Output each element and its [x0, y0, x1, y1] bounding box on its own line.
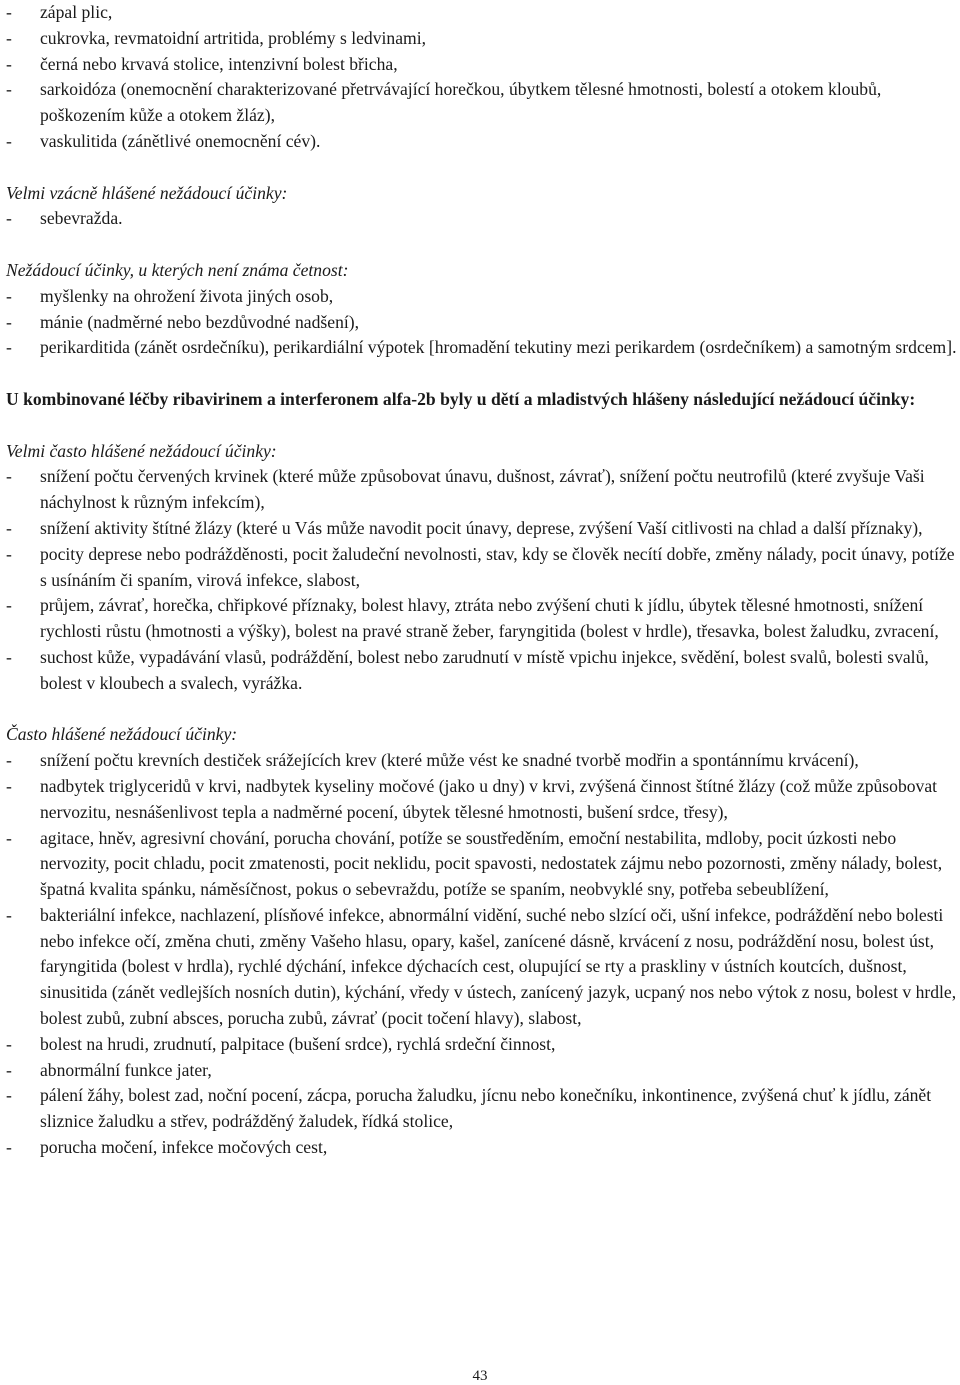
list-item: [6, 1032, 958, 1058]
list-dash: -: [6, 646, 12, 667]
subheading-unknown-frequency: Nežádoucí účinky, u kterých není známa četnost:: [6, 259, 349, 280]
list-item: [6, 774, 958, 826]
list-dash: -: [6, 1059, 12, 1080]
list-item: [6, 1083, 958, 1135]
subheading-very-rare: Velmi vzácně hlášené nežádoucí účinky:: [6, 182, 288, 203]
subheading-common: Často hlášené nežádoucí účinky:: [6, 724, 238, 745]
list-item: [6, 1058, 958, 1084]
list-item-text: agitace, hněv, agresivní chování, porucha chování, potíže se soustředěním, emoční nestabilita, mdloby, pocit úzkosti nebo nervozity, pocit chladu, pocit zmatenosti, pocit neklidu, pocit spavosti, nedostatek zájmu nebo pozornosti, změny nálady, bolest, špatná kvalita spánku, náměsíčnost, pokus o sebevraždu, potíže se spaním, neobvyklé sny, potřeba sebeublížení,: [40, 827, 943, 900]
list-item: [6, 645, 958, 697]
spacer: [6, 155, 958, 181]
list-dash: -: [6, 285, 12, 306]
list-dash: -: [6, 517, 12, 538]
list-item: [6, 1135, 958, 1161]
list-dash: -: [6, 53, 12, 74]
list-dash: -: [6, 466, 12, 487]
list-item-text: sarkoidóza (onemocnění charakterizované přetrvávající horečkou, úbytkem tělesné hmotnosti, bolestí a otokem kloubů, poškozením kůže a otokem žláz),: [40, 79, 882, 126]
list-item-text: snížení počtu červených krvinek (které může způsobovat únavu, dušnost, závrať), snížení počtu neutrofilů (které zvyšuje Vaši náchylnost k různým infekcím),: [40, 466, 925, 513]
list-dash: -: [6, 79, 12, 100]
list-item: [6, 26, 958, 52]
list-item: [6, 542, 958, 594]
list-block-5: [6, 748, 958, 1161]
list-item-text: pocity deprese nebo podrážděnosti, pocit žaludeční nevolnosti, stav, kdy se člověk necítí dobře, změny nálady, pocit únavy, potíže s usínáním či spaním, virová infekce, slabost,: [40, 543, 955, 590]
list-item: [6, 206, 958, 232]
list-item: [6, 77, 958, 129]
list-item: [6, 826, 958, 903]
list-dash: -: [6, 904, 12, 925]
list-item-text: perikarditida (zánět osrdečníku), perikardiální výpotek [hromadění tekutiny mezi perikardem (osrdečníkem) a samotným srdcem].: [40, 337, 957, 358]
list-dash: -: [6, 208, 12, 229]
list-dash: -: [6, 1085, 12, 1106]
list-item: [6, 310, 958, 336]
list-dash: -: [6, 750, 12, 771]
list-item-text: porucha močení, infekce močových cest,: [40, 1137, 328, 1158]
list-item-text: mánie (nadměrné nebo bezdůvodné nadšení),: [40, 311, 360, 332]
list-item: [6, 516, 958, 542]
list-item: [6, 52, 958, 78]
list-item-text: černá nebo krvavá stolice, intenzivní bolest břicha,: [40, 53, 398, 74]
list-block-4: [6, 464, 958, 696]
list-item-text: snížení aktivity štítné žlázy (které u Vás může navodit pocit únavy, deprese, zvýšení Vaší citlivosti na chlad a další příznaky),: [40, 517, 923, 538]
list-item-text: sebevražda.: [40, 208, 123, 229]
list-item: [6, 284, 958, 310]
list-dash: -: [6, 1137, 12, 1158]
list-block-1: [6, 0, 958, 155]
list-item: [6, 0, 958, 26]
spacer: [6, 232, 958, 258]
list-dash: -: [6, 337, 12, 358]
list-item-text: zápal plic,: [40, 2, 113, 22]
list-item: [6, 748, 958, 774]
list-dash: -: [6, 595, 12, 616]
list-dash: -: [6, 27, 12, 48]
list-item-text: bakteriální infekce, nachlazení, plísňové infekce, abnormální vidění, suché nebo slzící oči, ušní infekce, podráždění nebo bolesti nebo infekce očí, změna chuti, změny Vašeho hlasu, opary, kašel, zanícené dásně, krvácení z nosu, podráždění nosu, bolest úst, faryngitida (bolest v hrdla), rychlé dýchání, infekce dýchacích cest, olupující se rty a praskliny v ústních koutcích, dušnost, sinusitida (zánět vedlejších nosních dutin), kýchání, vředy v ústech, zanícený jazyk, ucpaný nos nebo výtok z nosu, bolest v hrdle, bolest zubů, zubní absces, porucha zubů, závrať (pocit točení hlavy), slabost,: [40, 904, 957, 1029]
list-dash: -: [6, 827, 12, 848]
list-item-text: abnormální funkce jater,: [40, 1059, 212, 1080]
list-dash: -: [6, 1033, 12, 1054]
spacer: [6, 413, 958, 439]
list-item-text: pálení žáhy, bolest zad, noční pocení, zácpa, porucha žaludku, jícnu nebo konečníku, inkontinence, zvýšená chuť k jídlu, zánět sliznice žaludku a střev, podrážděný žaludek, řídká stolice,: [40, 1085, 932, 1132]
list-item: [6, 129, 958, 155]
list-dash: -: [6, 2, 12, 22]
list-dash: -: [6, 130, 12, 151]
list-item: [6, 903, 958, 1032]
list-block-2: [6, 206, 958, 232]
list-dash: -: [6, 775, 12, 796]
list-item-text: vaskulitida (zánětlivé onemocnění cév).: [40, 130, 321, 151]
list-item-text: myšlenky na ohrožení života jiných osob,: [40, 285, 334, 306]
subheading-very-common: Velmi často hlášené nežádoucí účinky:: [6, 440, 277, 461]
list-item-text: suchost kůže, vypadávání vlasů, podráždění, bolest nebo zarudnutí v místě vpichu injekce, svědění, bolest svalů, bolesti svalů, bolest v kloubech a svalech, vyrážka.: [40, 646, 929, 693]
list-item-text: snížení počtu krevních destiček srážejících krev (které může vést ke snadné tvorbě modřin a spontánnímu krvácení),: [40, 750, 859, 771]
list-item-text: průjem, závrať, horečka, chřipkové příznaky, bolest hlavy, ztráta nebo zvýšení chuti k jídlu, úbytek tělesné hmotnosti, snížení rychlosti růstu (hmotnosti a výšky), bolest na pravé straně žeber, faryngitida (bolest v hrdle), třesavka, bolest žaludku, zvracení,: [40, 595, 939, 642]
list-block-3: [6, 284, 958, 361]
list-item: [6, 593, 958, 645]
list-item-text: bolest na hrudi, zrudnutí, palpitace (bušení srdce), rychlá srdeční činnost,: [40, 1033, 556, 1054]
page-number: 43: [472, 1368, 488, 1384]
list-item-text: cukrovka, revmatoidní artritida, problémy s ledvinami,: [40, 27, 426, 48]
list-dash: -: [6, 311, 12, 332]
spacer: [6, 697, 958, 723]
list-item: [6, 464, 958, 516]
document-page: [6, 0, 958, 1161]
list-dash: -: [6, 543, 12, 564]
list-item: [6, 335, 958, 361]
list-item-text: nadbytek triglyceridů v krvi, nadbytek kyseliny močové (jako u dny) v krvi, zvýšená činnost štítné žlázy (což může způsobovat nervozitu, nesnášenlivost tepla a nadměrné pocení, úbytek tělesné hmotnosti, bušení srdce, třesy),: [40, 775, 938, 822]
spacer: [6, 361, 958, 387]
section-title: U kombinované léčby ribavirinem a interferonem alfa-2b byly u dětí a mladistvých hlášeny následující nežádoucí účinky:: [6, 388, 916, 409]
